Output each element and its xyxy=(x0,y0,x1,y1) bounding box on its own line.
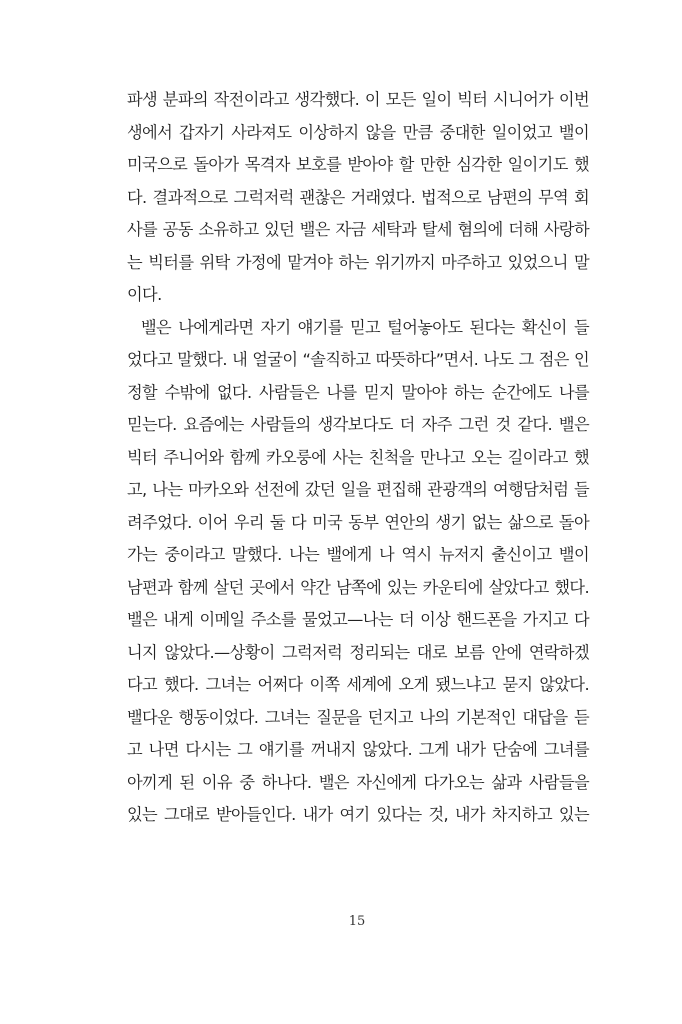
body-text xyxy=(127,84,589,832)
text-line: 밸은 나에게라면 자기 얘기를 믿고 털어놓아도 된다는 확신이 들 xyxy=(141,317,589,337)
text-line: 니지 않았다.—상황이 그럭저럭 정리되는 대로 보름 안에 연락하겠 xyxy=(127,642,589,662)
text-line: 밸다운 행동이었다. 그녀는 질문을 던지고 나의 기본적인 대답을 듣 xyxy=(127,707,589,727)
text-line: 다고 했다. 그녀는 어쩌다 이쪽 세계에 오게 됐느냐고 묻지 않았다. xyxy=(127,675,589,694)
text-line: 고, 나는 마카오와 선전에 갔던 일을 편집해 관광객의 여행담처럼 들 xyxy=(127,480,589,499)
text-line: 있는 그대로 받아들인다. 내가 여기 있다는 것, 내가 차지하고 있는 xyxy=(127,805,589,824)
text-line: 파생 분파의 작전이라고 생각했다. 이 모든 일이 빅터 시니어가 이번 xyxy=(127,90,589,109)
text-line: 이다. xyxy=(127,285,162,304)
page-number: 15 xyxy=(348,914,366,929)
text-line: 믿는다. 요즘에는 사람들의 생각보다도 더 자주 그런 것 같다. 밸은 xyxy=(127,415,589,434)
text-line: 남편과 함께 살던 곳에서 약간 남쪽에 있는 카운티에 살았다고 했다. xyxy=(127,577,589,597)
text-line: 빅터 주니어와 함께 카오룽에 사는 친척을 만나고 오는 길이라고 했 xyxy=(127,447,589,467)
text-line: 고 나면 다시는 그 얘기를 꺼내지 않았다. 그게 내가 단숨에 그녀를 xyxy=(127,740,589,759)
text-line: 려주었다. 이어 우리 둘 다 미국 동부 연안의 생기 없는 삶으로 돌아 xyxy=(127,512,589,532)
text-line: 아끼게 된 이유 중 하나다. 밸은 자신에게 다가오는 삶과 사람들을 xyxy=(127,772,589,792)
text-line: 밸은 내게 이메일 주소를 물었고—나는 더 이상 핸드폰을 가지고 다 xyxy=(127,610,589,629)
text-line: 가는 중이라고 말했다. 나는 밸에게 나 역시 뉴저지 출신이고 밸이 xyxy=(127,545,589,564)
text-line: 미국으로 돌아가 목격자 보호를 받아야 할 만한 심각한 일이기도 했 xyxy=(127,155,589,174)
text-line: 었다고 말했다. 내 얼굴이 “솔직하고 따뜻하다”면서. 나도 그 점은 인 xyxy=(127,350,589,369)
text-line: 는 빅터를 위탁 가정에 맡겨야 하는 위기까지 마주하고 있었으니 말 xyxy=(127,252,589,272)
text-line: 정할 수밖에 없다. 사람들은 나를 믿지 말아야 하는 순간에도 나를 xyxy=(127,382,589,402)
paragraph-1 xyxy=(127,84,589,312)
paragraph-2 xyxy=(127,312,589,832)
text-line: 다. 결과적으로 그럭저럭 괜찮은 거래였다. 법적으로 남편의 무역 회 xyxy=(127,187,589,207)
text-line: 사를 공동 소유하고 있던 밸은 자금 세탁과 탈세 혐의에 더해 사랑하 xyxy=(127,220,589,239)
text-line: 생에서 갑자기 사라져도 이상하지 않을 만큼 중대한 일이었고 밸이 xyxy=(127,122,589,142)
